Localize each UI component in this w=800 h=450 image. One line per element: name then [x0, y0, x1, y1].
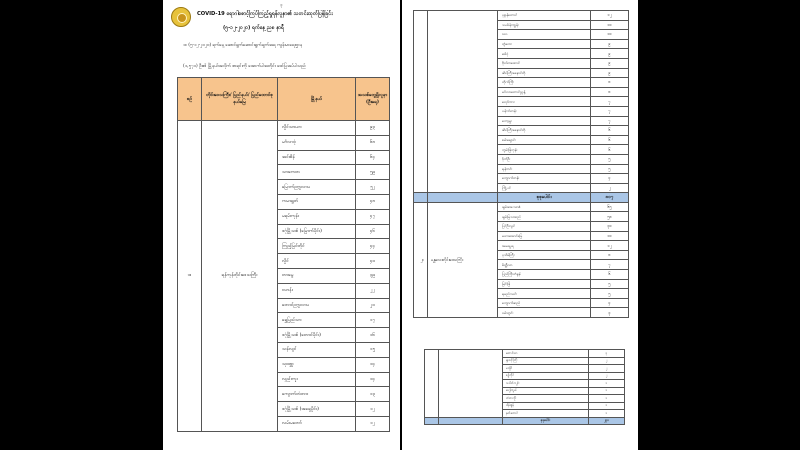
- case-count: ၇: [591, 116, 629, 126]
- page-number: ၃: [280, 2, 283, 7]
- township-name: စဉ့်ကိုင်: [503, 372, 589, 380]
- township-name: နွားထိုးကြီး: [503, 357, 589, 365]
- case-count: ၂: [589, 365, 625, 373]
- township-name: လမ်းမတော်: [278, 416, 356, 431]
- case-count: ၅: [591, 289, 629, 299]
- table-row: [414, 202, 629, 212]
- township-name: တောင်သာ: [503, 350, 589, 358]
- township-name: ကော့မှူး: [498, 116, 591, 126]
- case-count: ၉: [591, 39, 629, 49]
- township-name: ရွှေပြည်သာ: [278, 313, 356, 328]
- township-name: တိုက်ကြီး: [498, 78, 591, 88]
- township-name: တံတားဦး: [503, 395, 589, 403]
- total-blank: [439, 417, 503, 425]
- township-name: ဒဂုံမြို့သစ် (မြောက်ပိုင်း): [278, 224, 356, 239]
- total-blank: [425, 417, 439, 425]
- case-count: ၁၃: [356, 387, 390, 402]
- region-name: မန္တလေးတိုင်းဒေသကြီး: [428, 202, 498, 317]
- township-name: ပျော်ဘွယ်: [503, 387, 589, 395]
- case-count: ၂: [591, 183, 629, 193]
- case-count: ၅: [591, 279, 629, 289]
- township-name: လှည်းကူး: [278, 372, 356, 387]
- township-name: ချမ်းအေးသာဇံ: [498, 202, 591, 212]
- township-name: ဒေါပုံ: [498, 49, 591, 59]
- case-count: ၈: [591, 250, 629, 260]
- township-name: အမရပူရ: [498, 241, 591, 251]
- total-blank: [428, 193, 498, 203]
- intro-paragraph: ၁။ (၅-၁၂-၂၀၂၀) ရက်နေ့ ဆောင်ရွက်ဆောင်းရွက်ချက်အရ ကျန်းမာရေးဌာန: [183, 43, 303, 48]
- township-name: မိတ္ထီလာ: [498, 260, 591, 270]
- township-name: မလှိုင်: [503, 365, 589, 373]
- township-name: ရန်ကင်း: [498, 164, 591, 174]
- left-page: [163, 0, 400, 450]
- case-count: ၂၀: [356, 298, 390, 313]
- case-count: ၇: [591, 106, 629, 116]
- case-count: ၁: [589, 380, 625, 388]
- township-name: ကျောက်တံတား: [278, 387, 356, 402]
- township-name: အင်းစိန်: [278, 150, 356, 165]
- township-name: သာကေတ: [278, 165, 356, 180]
- case-count: ၁၄: [356, 372, 390, 387]
- case-count: ၁: [589, 395, 625, 403]
- case-count: ၁၀: [591, 20, 629, 30]
- township-name: ကြည့်မြင်တိုင်: [278, 239, 356, 254]
- case-count: ၁၂: [356, 416, 390, 431]
- township-name: ချမ်းမြသာစည်: [498, 212, 591, 222]
- township-name: ကျောက်တန်း: [498, 174, 591, 184]
- township-name: ဝမ်းတွင်း: [498, 308, 591, 318]
- township-name: မင်္ဂလာဒုံ: [278, 135, 356, 150]
- case-count: ၁: [589, 410, 625, 418]
- township-name: ဆိပ်ကြီးခနောင်တို: [498, 126, 591, 136]
- cases-table-right: [413, 10, 629, 318]
- township-name: ဒဂုံမြို့သစ် (အရှေ့ပိုင်း): [278, 402, 356, 417]
- township-name: မဟာအောင်မြေ: [498, 231, 591, 241]
- total-count: ၂၃၀: [589, 417, 625, 425]
- case-count: ၉: [591, 58, 629, 68]
- township-name: သပိတ်ကျင်း: [503, 380, 589, 388]
- total-count: ၈၀၇: [591, 193, 629, 203]
- township-name: လှော်ကား: [498, 97, 591, 107]
- case-count: ၉: [591, 49, 629, 59]
- case-count: ၆၄: [356, 150, 390, 165]
- case-count: ၈: [591, 78, 629, 88]
- township-name: မရမ်းကုန်း: [278, 209, 356, 224]
- case-count: ၅: [591, 154, 629, 164]
- case-count: ၈: [591, 87, 629, 97]
- row-number: ၂။: [414, 202, 428, 317]
- case-count: ၄၇: [356, 209, 390, 224]
- township-name: မြင်းခြံ: [498, 279, 591, 289]
- case-count: ၆: [591, 270, 629, 280]
- township-name: တွံတေး: [498, 39, 591, 49]
- document-date: (၅-၁၂-၂၀၂၀) ရက်နေ့ ည၈ နာရီ: [223, 25, 284, 31]
- case-count: ၁: [589, 387, 625, 395]
- township-name: ကမာရွတ်: [278, 194, 356, 209]
- case-count: ၁၂: [356, 402, 390, 417]
- table-row: [178, 121, 390, 136]
- intro-paragraph-continued: (၁,၅၇၁) ဦး၏ မြို့နယ်အလိုက် စာရင်းကို အောက်ပါအတိုင်း ဖော်ပြအပ်ပါသည်: [183, 64, 306, 69]
- case-count: ၇: [591, 97, 629, 107]
- case-count: ၁၀: [591, 30, 629, 40]
- ministry-logo-icon: [171, 7, 191, 27]
- township-name: နတ်တောင်: [503, 410, 589, 418]
- row-number-blank: [414, 11, 428, 193]
- table-row: [425, 350, 625, 358]
- region-blank: [439, 350, 503, 418]
- case-count: ၄၀: [356, 254, 390, 269]
- case-count: ၁: [589, 402, 625, 410]
- case-count: ၄၆: [356, 224, 390, 239]
- cases-table-left: [177, 77, 390, 432]
- township-name: ပုဇွန်တောင်: [498, 11, 591, 21]
- case-count: ၃၀: [591, 222, 629, 232]
- township-name: ပန်းဘဲတန်း: [498, 106, 591, 116]
- case-count: ၅၈: [591, 212, 629, 222]
- case-count: ၅: [591, 164, 629, 174]
- township-name: ဒလ: [498, 30, 591, 40]
- total-blank: [414, 193, 428, 203]
- row-number: ၁။: [178, 121, 202, 432]
- township-name: ကျောက်ဆည်: [498, 298, 591, 308]
- header-no: စဉ်: [178, 78, 202, 121]
- case-count: ၄: [591, 298, 629, 308]
- township-name: လှိုင်: [278, 254, 356, 269]
- case-count: ၆၅: [591, 202, 629, 212]
- case-count: ၃၉: [356, 268, 390, 283]
- case-count: ၂၂: [356, 283, 390, 298]
- header-township: မြို့နယ်: [278, 78, 356, 121]
- header-count: အသစ်တွေ့ရှိလူနာ (ဦးရေ): [356, 78, 390, 121]
- case-count: ၇: [591, 260, 629, 270]
- case-count: ၁၂: [591, 241, 629, 251]
- case-count: ၁၅: [356, 342, 390, 357]
- township-name: တောင်ဥက္ကလာပ: [278, 298, 356, 313]
- case-count: ၄၈: [356, 194, 390, 209]
- township-name: သင်္ဃန်းကျွန်း: [498, 20, 591, 30]
- cases-table-right-lower: [424, 349, 625, 425]
- township-name: သုဝဏ္ဏ: [278, 357, 356, 372]
- case-count: ၆: [591, 145, 629, 155]
- township-name: စမ်းချောင်း: [498, 135, 591, 145]
- township-name: ဗဟန်း: [278, 283, 356, 298]
- region-blank: [428, 11, 498, 193]
- case-count: ၁၇: [356, 313, 390, 328]
- table-row: [414, 11, 629, 21]
- township-name: ဗိုလ်တထောင်: [498, 58, 591, 68]
- case-count: ၅၂: [356, 180, 390, 195]
- total-row: [425, 417, 625, 425]
- township-name: ရမည်းသင်း: [498, 289, 591, 299]
- township-name: သန်လျင်: [278, 342, 356, 357]
- case-count: ၃: [589, 350, 625, 358]
- township-name: ကွမ်းခြံကုန်း: [498, 145, 591, 155]
- case-count: ၆: [591, 126, 629, 136]
- township-name: ပြည်ကြီးတံခွန်: [498, 270, 591, 280]
- header-region: တိုင်းဒေသကြီး/ ပြည်နယ်/ ပြည်ထောင်စုနယ်မြေ: [202, 78, 278, 121]
- township-name: ဒဂုံမြို့သစ် (တောင်ပိုင်း): [278, 328, 356, 343]
- case-count: ၄၄: [356, 239, 390, 254]
- right-page: [402, 0, 638, 450]
- case-count: ၁၄: [356, 357, 390, 372]
- township-name: လှိုင်သာယာ: [278, 121, 356, 136]
- case-count: ၁၆: [356, 328, 390, 343]
- case-count: ၄: [591, 174, 629, 184]
- township-name: ငါန်းဇွန်: [503, 402, 589, 410]
- row-number-blank: [425, 350, 439, 418]
- total-label: စုစုပေါင်း: [498, 193, 591, 203]
- case-count: ၉: [591, 68, 629, 78]
- case-count: ၁၂: [591, 11, 629, 21]
- document-title: COVID-19 ရောဂါစောင့်ကြပ်ကြည့်ရှုရန်လူနာ၏ သတင်းထုတ်ပြန်ခြင်း: [197, 11, 333, 17]
- case-count: ၃: [591, 308, 629, 318]
- case-count: ၆၈: [356, 135, 390, 150]
- case-count: ၉၃: [356, 121, 390, 136]
- township-name: ကြို့ပင်: [498, 183, 591, 193]
- case-count: ၆: [591, 135, 629, 145]
- total-label: စုစုပေါင်း: [503, 417, 589, 425]
- township-name: မြောက်ဥက္ကလာပ: [278, 180, 356, 195]
- township-name: ဒိုက်ဦး: [498, 154, 591, 164]
- region-name: ရန်ကုန်တိုင်းဒေသကြီး: [202, 121, 278, 432]
- township-name: မင်္ဂလာတောင်ညွန့်: [498, 87, 591, 97]
- case-count: ၅၉: [356, 165, 390, 180]
- case-count: ၂: [589, 372, 625, 380]
- case-count: ၁၀: [591, 231, 629, 241]
- township-name: ပုသိမ်ကြီး: [498, 250, 591, 260]
- case-count: ၂: [589, 357, 625, 365]
- total-row: [414, 193, 629, 203]
- township-name: ပြင်ဦးလွင်: [498, 222, 591, 232]
- township-name: တာမွေ: [278, 268, 356, 283]
- township-name: ဆိပ်ကြီးခနောင်တို: [498, 68, 591, 78]
